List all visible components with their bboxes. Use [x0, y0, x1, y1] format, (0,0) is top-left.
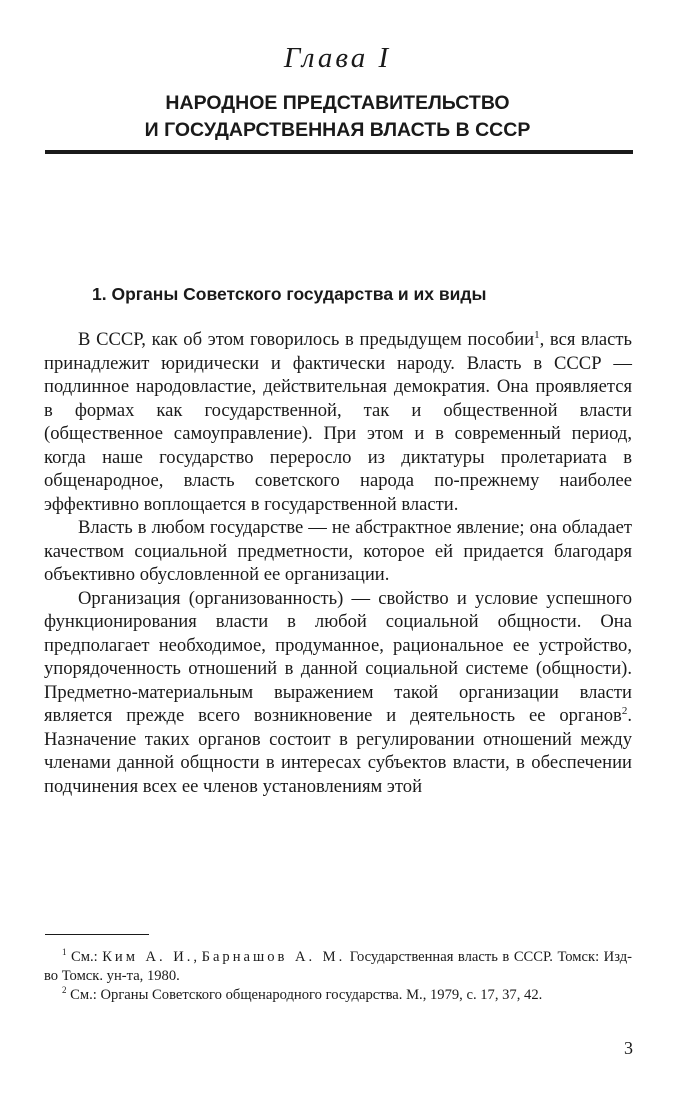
paragraph-3-start: Организация (организованность) — свойство и условие успешного функционирования власти в любой социальной общности. Она предполагает необходимое, продуманное, рациональное ее устройство, упорядоченность отношений в данной социальной системе (общности). Предметно-материальным выражением такой организации власти является прежде всего возникновение и деятельность ее органов [44, 587, 632, 726]
footnote-1-author-2: Барнашов А. М. [201, 949, 346, 965]
footnote-ref-2: 2 [621, 704, 628, 717]
paragraph-3-end: . Назначение таких органов состоит в регулировании отношений между членами данной общности в интересах субъектов власти, в обеспечении подчинения всех ее членов установлениям этой [44, 705, 632, 797]
chapter-label: Глава I [283, 42, 392, 74]
paragraph-3 [44, 587, 632, 799]
footnote-1 [44, 948, 632, 986]
footnote-1-text: Государственная власть в СССР. Томск: Изд-во Томск. ун-та, 1980. [44, 949, 632, 984]
paragraph-2: Власть в любом государстве — не абстрактное явление; она обладает качеством социальной предметности, которое ей придается благодаря объективно обусловленной ее организации. [44, 517, 632, 585]
body-text [44, 328, 632, 798]
footnote-2-text: См.: Органы Советского общенародного государства. М., 1979, с. 17, 37, 42. [70, 987, 543, 1003]
footnote-1-author-1: Ким А. И. [102, 949, 194, 965]
chapter-title-rule [45, 150, 633, 154]
page-number: 3 [624, 1038, 633, 1058]
footnote-1-mark: 1 [62, 947, 67, 958]
footnotes [44, 948, 632, 1005]
footnote-2 [44, 986, 632, 1005]
paragraph-1-end: , вся власть принадлежит юридически и фактически народу. Власть в СССР — подлинное народовластие, действительная демократия. Она проявляется в формах как государственной, так и общественной власти (общественное самоуправление). При этом и в современный период, когда наше государство переросло из диктатуры пролетариата в общенародное, власть советского народа по-прежнему наиболее эффективно воплощается в государственной власти. [44, 329, 632, 515]
footnote-1-prefix: См.: [71, 949, 103, 965]
footnote-1-separator: , [193, 949, 202, 965]
chapter-title-line-1: НАРОДНОЕ ПРЕДСТАВИТЕЛЬСТВО [165, 92, 510, 114]
section-heading: 1. Органы Советского государства и их виды [92, 284, 487, 304]
chapter-title-line-2: И ГОСУДАРСТВЕННАЯ ВЛАСТЬ В СССР [144, 119, 531, 141]
footnote-rule [45, 934, 149, 935]
footnote-2-mark: 2 [62, 985, 67, 996]
paragraph-1-start: В СССР, как об этом говорилось в предыдущем пособии [78, 329, 535, 350]
chapter-title [0, 90, 675, 144]
footnote-ref-1: 1 [534, 328, 540, 341]
paragraph-1 [44, 328, 632, 516]
